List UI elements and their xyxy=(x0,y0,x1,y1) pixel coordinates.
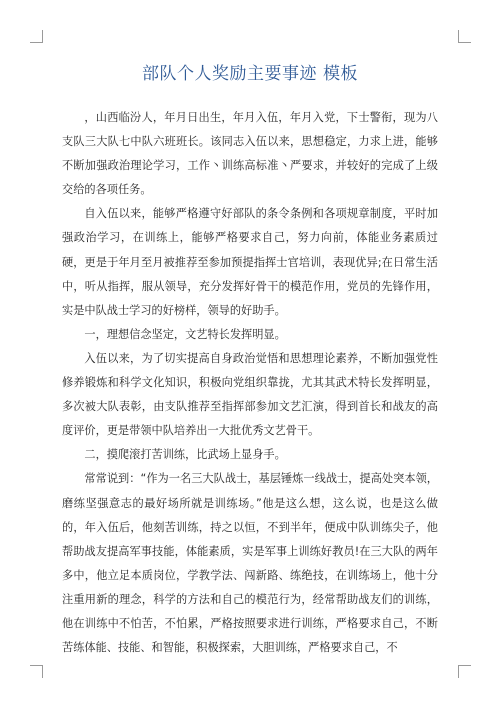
paragraph-intro: ，山西临汾人，年月日出生，年月入伍，年月入党，下士警衔，现为八支队三大队七中队六班班长。该同志入伍以来，思想稳定，力求上进，能够不断加强政治理论学习，工作丶训练高标准丶严要求，并较好的完成了上级交给的各项任务。 xyxy=(62,111,438,197)
crop-mark-bottom-right xyxy=(458,665,471,678)
crop-mark-bottom-left xyxy=(30,665,43,678)
section-heading-2: 二，摸爬滚打苦训练，比武场上显身手。 xyxy=(84,448,286,462)
document-body xyxy=(62,62,438,660)
section-heading-1: 一，理想信念坚定，文艺特长发挥明显。 xyxy=(84,327,286,341)
paragraph-section-1: 入伍以来，为了切实提高自身政治觉悟和思想理论素养，不断加强党性修养锻炼和科学文化知识，积极向党组织靠拢，尤其其武术特长发挥明显，多次被大队表彰，由支队推荐至指挥部参加文艺汇演，得到首长和战友的高度评价，更是带领中队培养出一大批优秀文艺骨干。 xyxy=(62,351,438,438)
crop-mark-top-right xyxy=(458,30,471,43)
paragraph-section-2: 常常说到：“作为一名三大队战士，基层锤炼一线战士，提高处突本领，磨练坚强意志的最好场所就是训练场。”他是这么想，这么说，也是这么做的，年入伍后，他刻苦训练，持之以恒，不到半年，便成中队训练尖子，他帮助战友提高军事技能，体能素质，实是军事上训练好教员!在三大队的两年多中，他立足本质岗位，学教学法、闯新路、练绝技，在训练场上，他十分注重用新的理念，科学的方法和自己的模范行为，经常帮助战友们的训练，他在训练中不怕苦，不怕累，严格按照要求进行训练，严格要求自己，不断苦练体能、技能、和智能，积极探索，大胆训练，严格要求自己，不 xyxy=(62,472,438,655)
document-title: 部队个人奖励主要事迹 模板 xyxy=(142,64,358,84)
paragraph-conduct: 自入伍以来，能够严格遵守好部队的条令条例和各项规章制度，平时加强政治学习，在训练上，能够严格要求自己，努力向前，体能业务素质过硬，更是于年月至月被推荐至参加预提指挥士官培训，表现优异;在日常生活中，听从指挥，服从领导，充分发挥好骨干的模范作用，党员的先锋作用，实是中队战士学习的好榜样，领导的好助手。 xyxy=(62,207,438,317)
crop-mark-top-left xyxy=(30,30,43,43)
